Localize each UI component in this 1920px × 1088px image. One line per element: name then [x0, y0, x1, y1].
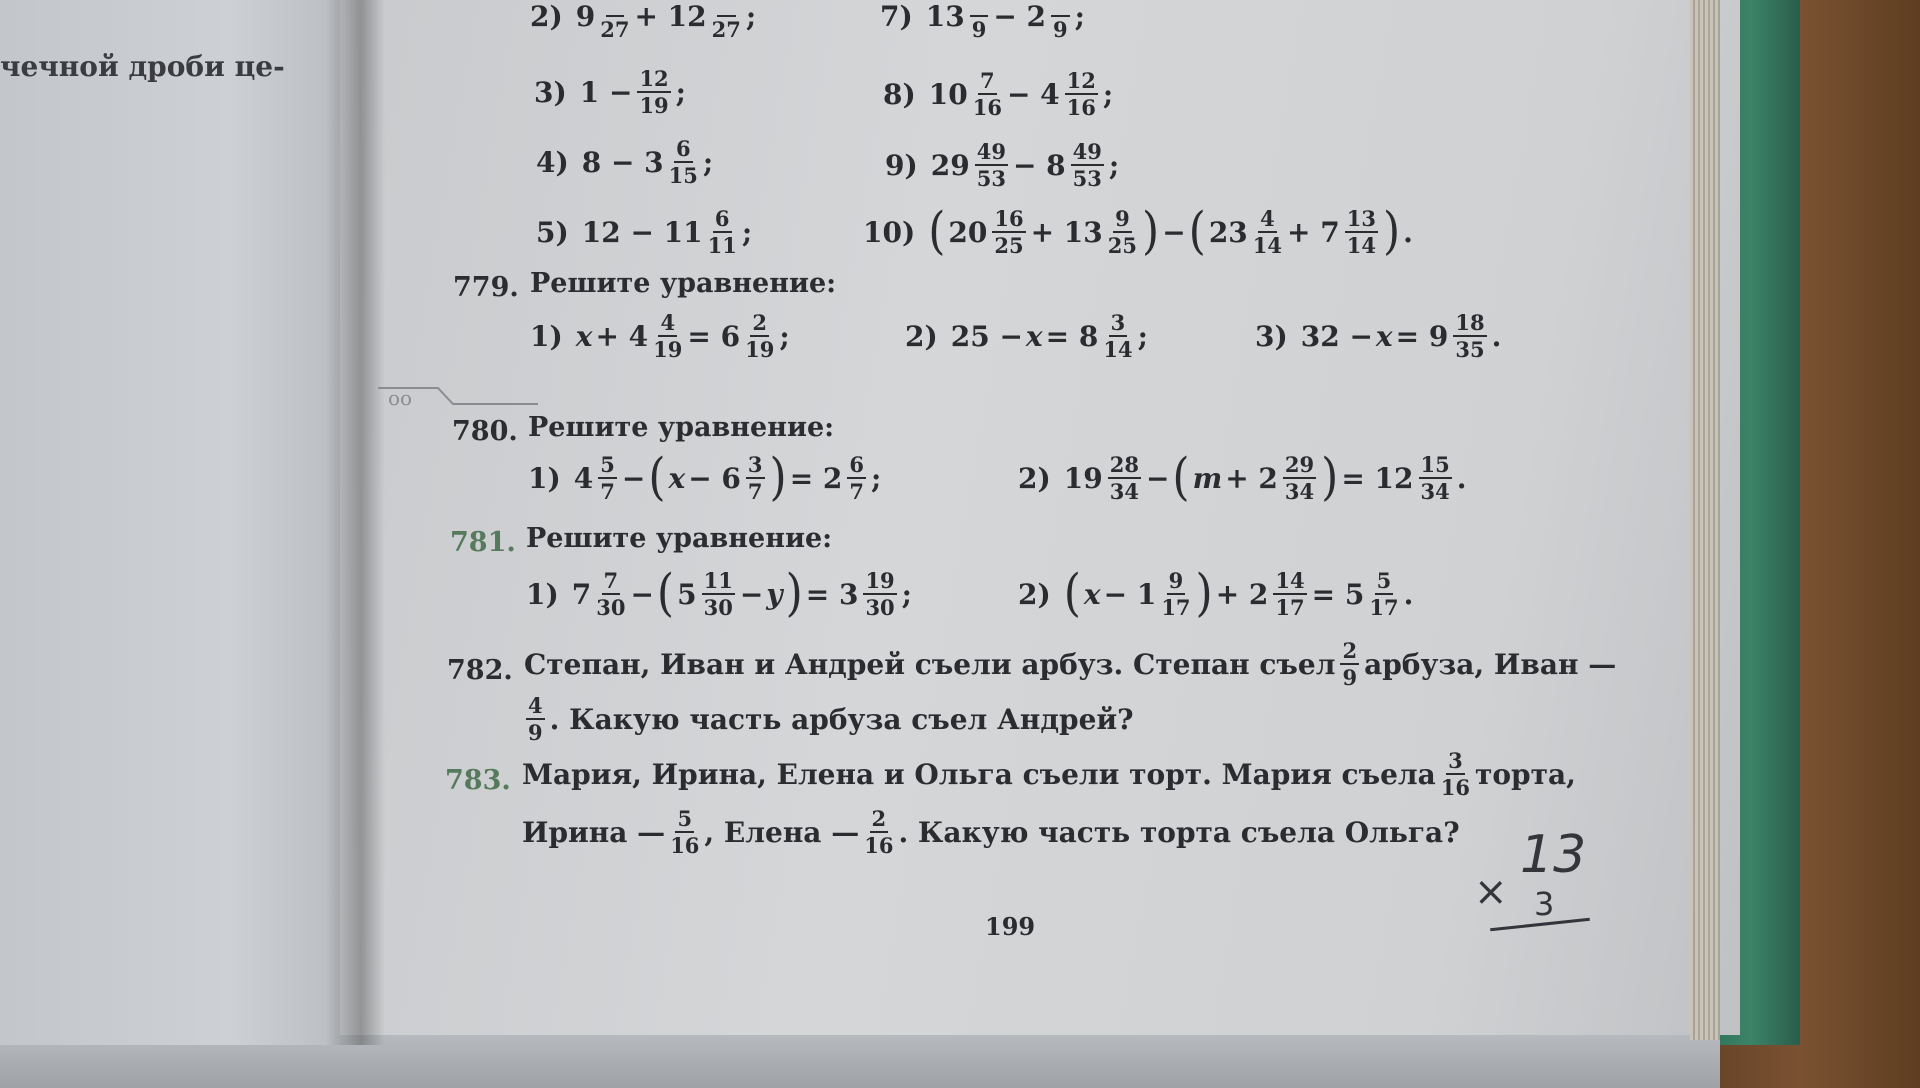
denominator: 16: [1440, 775, 1471, 800]
fraction: [708, 208, 737, 256]
expression-text: 10: [928, 77, 968, 111]
denominator: 34: [1420, 479, 1450, 504]
equation-item: [536, 208, 752, 256]
numerator: 28: [1109, 452, 1139, 477]
problem-text: Мария, Ирина, Елена и Ольга съели торт. Мария съела: [522, 757, 1436, 791]
expression-text: .: [1403, 215, 1413, 249]
equation-item: [528, 448, 882, 507]
fraction: [1419, 454, 1452, 502]
expression-text: ;: [1108, 148, 1120, 182]
expression-text: 20: [948, 215, 988, 249]
expression-text: 12 − 11: [581, 215, 703, 249]
denominator: 27: [711, 17, 741, 42]
numerator: 5: [600, 452, 615, 477]
handwritten-multiplication: [1470, 825, 1590, 955]
item-label: 10): [863, 215, 916, 249]
denominator: 14: [1346, 233, 1376, 258]
denominator: 9: [1342, 665, 1358, 690]
exercise-number: 783.: [445, 765, 511, 796]
numerator: [970, 0, 989, 17]
numerator: 7: [980, 68, 995, 93]
expression-text: + 7: [1287, 215, 1340, 249]
numerator: 4: [528, 693, 543, 718]
numerator: 3: [747, 452, 763, 477]
handwritten-digit: 13: [1520, 825, 1587, 885]
denominator: 7: [849, 479, 865, 504]
variable: x: [668, 461, 686, 495]
fraction: [1369, 570, 1398, 618]
item-label: 2): [1018, 577, 1051, 611]
expression-text: = 9: [1395, 319, 1449, 353]
denominator: 25: [1107, 233, 1138, 258]
fraction: [702, 570, 735, 618]
numerator: 49: [976, 139, 1006, 164]
exercise-number: 781.: [450, 527, 516, 558]
numerator: 3: [1110, 310, 1126, 335]
expression-text: .: [1403, 577, 1414, 611]
fraction: [1453, 312, 1486, 360]
exercise-number: 782.: [447, 655, 513, 686]
numerator: 13: [1346, 206, 1376, 231]
expression-text: ;: [741, 215, 753, 249]
numerator: 4: [660, 310, 676, 335]
item-label: 7): [880, 0, 913, 33]
denominator: 19: [745, 337, 775, 362]
numerator: 6: [714, 206, 730, 231]
expression-text: ;: [779, 319, 790, 353]
variable: x: [1375, 319, 1393, 353]
item-label: 8): [883, 77, 916, 111]
denominator: 27: [600, 17, 630, 42]
fraction: [1345, 208, 1378, 256]
equation-item: [880, 0, 1085, 40]
denominator: 14: [1103, 337, 1133, 362]
expression-text: 25 −: [950, 319, 1023, 353]
book-gutter: [325, 0, 385, 1045]
expression-text: = 3: [805, 577, 859, 611]
variable: x: [575, 319, 593, 353]
parenthesis: (: [1063, 564, 1081, 623]
equation-item: [536, 138, 713, 186]
denominator: 16: [1066, 95, 1096, 120]
denominator: 14: [1252, 233, 1283, 258]
expression-text: 23: [1208, 215, 1248, 249]
fraction: [653, 312, 682, 360]
expression-text: 9: [575, 0, 596, 33]
denominator: 30: [596, 595, 626, 620]
denominator: 16: [670, 833, 700, 858]
item-label: 4): [536, 145, 569, 179]
item-label: 5): [536, 215, 569, 249]
variable: m: [1192, 461, 1223, 495]
expression-text: + 12: [634, 0, 707, 33]
fraction: [598, 454, 617, 502]
denominator: 25: [994, 233, 1024, 258]
fraction: [745, 312, 774, 360]
problem-text: , Елена —: [704, 815, 860, 849]
numerator: 18: [1455, 310, 1485, 335]
parenthesis: (: [656, 564, 675, 623]
expression-text: ;: [901, 577, 913, 611]
expression-text: = 6: [687, 319, 741, 353]
numerator: 5: [1376, 568, 1392, 593]
expression-text: 8 − 3: [581, 145, 664, 179]
problem-text: арбуза, Иван —: [1364, 647, 1617, 681]
variable: y: [766, 577, 783, 611]
expression-text: = 12: [1341, 461, 1414, 495]
equation-item: [526, 564, 913, 623]
expression-text: 19: [1063, 461, 1103, 495]
denominator: 16: [972, 95, 1002, 120]
denominator: 17: [1275, 595, 1305, 620]
numerator: 7: [603, 568, 619, 593]
numerator: 9: [1168, 568, 1184, 593]
tab-mark-text: oo: [388, 386, 413, 410]
fraction: [746, 454, 765, 502]
item-label: 1): [526, 577, 559, 611]
fraction: [864, 808, 893, 856]
numerator: 6: [675, 136, 691, 161]
expression-text: = 2: [789, 461, 843, 495]
denominator: 16: [864, 833, 894, 858]
left-page-fragment: чечной дроби це-: [0, 50, 285, 83]
fraction: [1161, 570, 1190, 618]
expression-text: ;: [1102, 77, 1114, 111]
expression-text: 1 −: [579, 75, 633, 109]
fraction: [1108, 454, 1141, 502]
fraction: [1103, 312, 1132, 360]
problem-text: . Какую часть торта съела Ольга?: [898, 815, 1460, 849]
expression-text: = 5: [1311, 577, 1365, 611]
denominator: 9: [971, 17, 987, 42]
item-label: 1): [528, 461, 561, 495]
expression-text: ;: [745, 0, 757, 33]
expression-text: 4: [573, 461, 594, 495]
expression-text: −: [1162, 215, 1186, 249]
equation-item: [905, 312, 1148, 360]
expression-text: ;: [1137, 319, 1148, 353]
problem-text: . Какую часть арбуза съел Андрей?: [549, 702, 1134, 736]
expression-text: −: [1145, 461, 1170, 495]
numerator: [717, 0, 736, 17]
denominator: 15: [668, 163, 698, 188]
equation-item: [1255, 312, 1501, 360]
fraction: [712, 0, 741, 40]
equation-item: [863, 202, 1413, 261]
fraction: [1273, 570, 1306, 618]
fraction: [596, 570, 625, 618]
exercise-heading: Решите уравнение:: [530, 268, 837, 299]
numerator: 9: [1115, 206, 1130, 231]
equation-item: [885, 141, 1119, 189]
numerator: 49: [1072, 139, 1102, 164]
denominator: 35: [1455, 337, 1485, 362]
denominator: 53: [1072, 166, 1102, 191]
item-label: 2): [1018, 461, 1051, 495]
exercise-number: 780.: [452, 416, 518, 447]
expression-text: 7: [571, 577, 592, 611]
variable: x: [1083, 577, 1101, 611]
denominator: 19: [653, 337, 683, 362]
expression-text: .: [1491, 319, 1502, 353]
denominator: 9: [1053, 17, 1068, 42]
parenthesis: (: [1188, 202, 1206, 261]
numerator: 11: [703, 568, 733, 593]
fraction: [863, 570, 896, 618]
left-page: [0, 0, 380, 1045]
exercise-number: 779.: [453, 272, 519, 303]
numerator: 15: [1420, 452, 1450, 477]
numerator: 4: [1260, 206, 1275, 231]
handwritten-symbol: ×: [1474, 869, 1508, 915]
expression-text: − 6: [688, 461, 741, 495]
expression-text: ;: [702, 145, 714, 179]
denominator: 53: [976, 166, 1006, 191]
fraction: [975, 141, 1008, 189]
equation-item: [1018, 564, 1414, 623]
page-edges: [1690, 0, 1720, 1040]
problem-text: торта,: [1475, 757, 1576, 791]
parenthesis: ): [1321, 448, 1339, 507]
equation-item: [530, 312, 790, 360]
denominator: 34: [1109, 479, 1139, 504]
denominator: 30: [865, 595, 895, 620]
numerator: [1051, 0, 1070, 17]
denominator: 11: [707, 233, 737, 258]
fraction: [1051, 0, 1070, 40]
numerator: 6: [849, 452, 865, 477]
expression-text: − 8: [1012, 148, 1066, 182]
item-label: 1): [530, 319, 563, 353]
page-number: 199: [985, 912, 1036, 941]
fraction: [526, 695, 545, 743]
item-label: 2): [530, 0, 563, 33]
denominator: 34: [1284, 479, 1315, 504]
numerator: 29: [1284, 452, 1315, 477]
fraction: [637, 68, 670, 116]
expression-text: − 4: [1006, 77, 1060, 111]
fraction: [1071, 141, 1104, 189]
expression-text: + 2: [1215, 577, 1269, 611]
handwritten-digit: 3: [1534, 885, 1555, 923]
item-label: 3): [1255, 319, 1288, 353]
denominator: 17: [1369, 595, 1399, 620]
item-label: 9): [885, 148, 918, 182]
numerator: 19: [865, 568, 895, 593]
expression-text: − 2: [993, 0, 1047, 33]
fraction: [847, 454, 866, 502]
denominator: 7: [600, 479, 615, 504]
numerator: 16: [994, 206, 1024, 231]
expression-text: 32 −: [1300, 319, 1373, 353]
parenthesis: ): [1142, 202, 1160, 261]
expression-text: −: [739, 577, 764, 611]
denominator: 30: [703, 595, 733, 620]
expression-text: ;: [871, 461, 882, 495]
denominator: 19: [639, 93, 669, 118]
exercise-heading: Решите уравнение:: [526, 523, 833, 554]
fraction: [1065, 70, 1098, 118]
numerator: 14: [1275, 568, 1305, 593]
item-label: 2): [905, 319, 938, 353]
expression-text: + 2: [1225, 461, 1278, 495]
parenthesis: ): [1195, 564, 1213, 623]
variable: x: [1025, 319, 1043, 353]
problem-text: Степан, Иван и Андрей съели арбуз. Степан съел: [524, 647, 1336, 681]
expression-text: − 1: [1103, 577, 1157, 611]
equation-item: [1018, 448, 1467, 507]
fraction: [973, 70, 1002, 118]
fraction: [600, 0, 629, 40]
numerator: 12: [639, 66, 669, 91]
fraction: [1441, 750, 1470, 798]
expression-text: −: [630, 577, 654, 611]
expression-text: 13: [925, 0, 965, 33]
numerator: 3: [1448, 748, 1463, 773]
parenthesis: ): [785, 564, 803, 623]
fraction: [992, 208, 1025, 256]
parenthesis: ): [1382, 202, 1401, 261]
parenthesis: (: [1172, 448, 1190, 507]
expression-text: 29: [930, 148, 970, 182]
numerator: 5: [677, 806, 693, 831]
fraction: [1253, 208, 1282, 256]
expression-text: .: [1456, 461, 1467, 495]
expression-text: 5: [677, 577, 697, 611]
fraction: [1108, 208, 1137, 256]
expression-text: ;: [1074, 0, 1085, 33]
fraction: [1340, 640, 1359, 688]
numerator: 2: [871, 806, 887, 831]
exercise-782-line1: [524, 640, 1616, 688]
numerator: 12: [1066, 68, 1096, 93]
denominator: 17: [1161, 595, 1191, 620]
exercise-782-line2: [524, 695, 1134, 743]
denominator: 9: [528, 720, 543, 745]
parenthesis: ): [769, 448, 787, 507]
item-label: 3): [534, 75, 567, 109]
expression-text: = 8: [1045, 319, 1099, 353]
fraction: [970, 0, 989, 40]
equation-item: [883, 70, 1113, 118]
denominator: 7: [747, 479, 763, 504]
equation-item: [530, 0, 756, 40]
expression-text: ;: [675, 75, 687, 109]
expression-text: + 4: [595, 319, 649, 353]
expression-text: −: [621, 461, 646, 495]
parenthesis: (: [648, 448, 666, 507]
numerator: [606, 0, 625, 17]
numerator: 2: [1342, 638, 1358, 663]
exercise-783-line1: [522, 750, 1576, 798]
parenthesis: (: [928, 202, 946, 261]
numerator: 2: [752, 310, 767, 335]
exercise-heading: Решите уравнение:: [528, 412, 835, 443]
fraction: [669, 138, 698, 186]
exercise-783-line2: [522, 808, 1460, 856]
problem-text: Ирина —: [522, 815, 666, 849]
equation-item: [534, 68, 686, 116]
expression-text: + 13: [1030, 215, 1103, 249]
fraction: [1283, 454, 1316, 502]
fraction: [670, 808, 699, 856]
